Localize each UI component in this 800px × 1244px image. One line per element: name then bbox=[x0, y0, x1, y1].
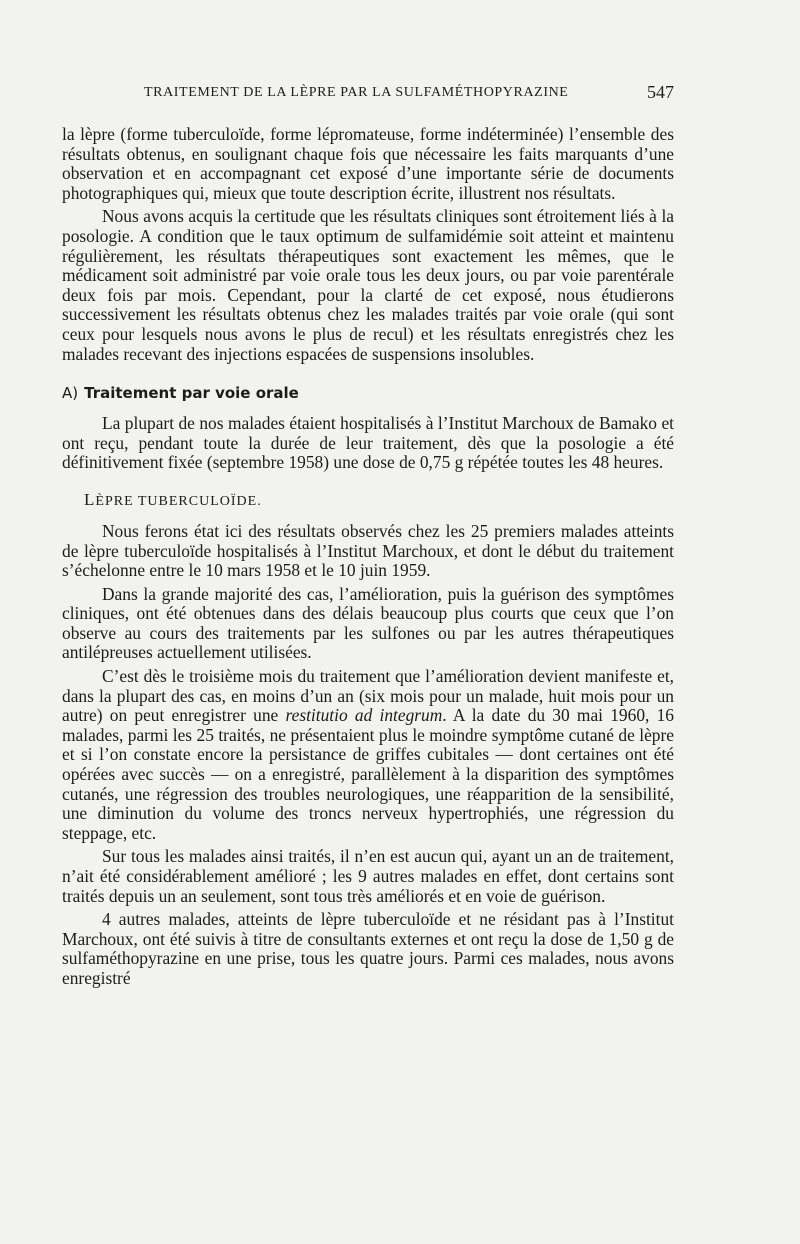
paragraph-troisieme-mois bbox=[62, 667, 674, 843]
running-title: TRAITEMENT DE LA LÈPRE PAR LA SULFAMÉTHOPYRAZINE bbox=[144, 85, 569, 100]
paragraph-25-malades: Nous ferons état ici des résultats observés chez les 25 premiers malades atteints de lèpre tuberculoïde hospitalisés à l’Institut Marchoux, et dont le début du traitement s’échelonne entre le 10 mars 1958 et le 10 juin 1959. bbox=[62, 520, 674, 581]
section-title: Traitement par voie orale bbox=[84, 384, 299, 403]
subheading-initial: L bbox=[84, 489, 96, 509]
page bbox=[62, 82, 674, 989]
text-after-italic: . A la date du 30 mai 1960, 16 malades, parmi les 25 traités, ne présentaient plus le moindre symptôme cutané de lèpre et si l’on constate encore la persistance de griffes cubitales — dont certaines ont été opérées avec succès — on a enregistré, parallèlement à la disparition des symptômes cutanés, une régression des troubles neurologiques, une réapparition de la sensibilité, une diminution du volume des troncs nerveux hypertrophiés, une régression du steppage, etc. bbox=[62, 705, 674, 843]
paragraph-continuation: la lèpre (forme tuberculoïde, forme lépromateuse, forme indéterminée) l’ensemble des résultats obtenus, en soulignant chaque fois que nécessaire les faits marquants d’une observation et en accompagnant cet exposé d’une importante série de documents photographiques qui, mieux que toute description écrite, illustrent nos résultats. bbox=[62, 124, 674, 203]
subheading-rest: ÈPRE TUBERCULOÏDE. bbox=[95, 493, 262, 509]
paragraph-tous-les-malades: Sur tous les malades ainsi traités, il n’en est aucun qui, ayant un an de traitement, n’ait été considérablement amélioré ; les 9 autres malades en effet, dont certains sont traités depuis un an seulement, sont tous très améliorés et en voie de guérison. bbox=[62, 846, 674, 906]
paragraph-majorite: Dans la grande majorité des cas, l’amélioration, puis la guérison des symptômes cliniques, ont été obtenues dans des délais beaucoup plus courts que ceux que l’on observe au cours des traitements par les sulfones ou par les autres thérapeutiques antilépreuses actuellement utilisées. bbox=[62, 583, 674, 663]
paragraph-posologie: Nous avons acquis la certitude que les résultats cliniques sont étroitement liés à la posologie. A condition que le taux optimum de sulfamidémie soit atteint et maintenu régulièrement, les résultats thérapeutiques sont exactement les mêmes, que le médicament soit administré par voie orale tous les deux jours, ou par voie parentérale deux fois par mois. Cependant, pour la clarté de cet exposé, nous étudierons successivement les résultats obtenus chez les malades traités par voie orale (qui sont ceux pour lesquels nous avons le plus de recul) et les résultats enregistrés chez les malades recevant des injections espacées de suspensions insolubles. bbox=[62, 206, 674, 364]
subheading-lepre-tuberculoide bbox=[84, 490, 674, 510]
paragraph-section-intro: La plupart de nos malades étaient hospitalisés à l’Institut Marchoux de Bamako et ont reçu, pendant toute la durée de leur traitement, dès que la posologie a été définitivement fixée (septembre 1958) une dose de 0,75 g répétée toutes les 48 heures. bbox=[62, 413, 674, 473]
page-number: 547 bbox=[647, 82, 674, 102]
section-heading-a bbox=[62, 384, 674, 402]
text-before-italic: C’est dès le troisième mois du traitement que l’amélioration devient manifeste et, dans la plupart des cas, en moins d’un an (six mois pour un malade, huit mois pour un autre) on peut enregistrer une bbox=[62, 666, 674, 726]
paragraph-consultants-externes: 4 autres malades, atteints de lèpre tuberculoïde et ne résidant pas à l’Institut Marchoux, ont été suivis à titre de consultants externes et ont reçu la dose de 1,50 g de sulfaméthopyrazine en une prise, tous les quatre jours. Parmi ces malades, nous avons enregistré bbox=[62, 909, 674, 988]
italic-latin-phrase: restitutio ad integrum bbox=[285, 705, 443, 726]
section-marker: A) bbox=[62, 384, 79, 403]
running-header bbox=[62, 82, 674, 109]
